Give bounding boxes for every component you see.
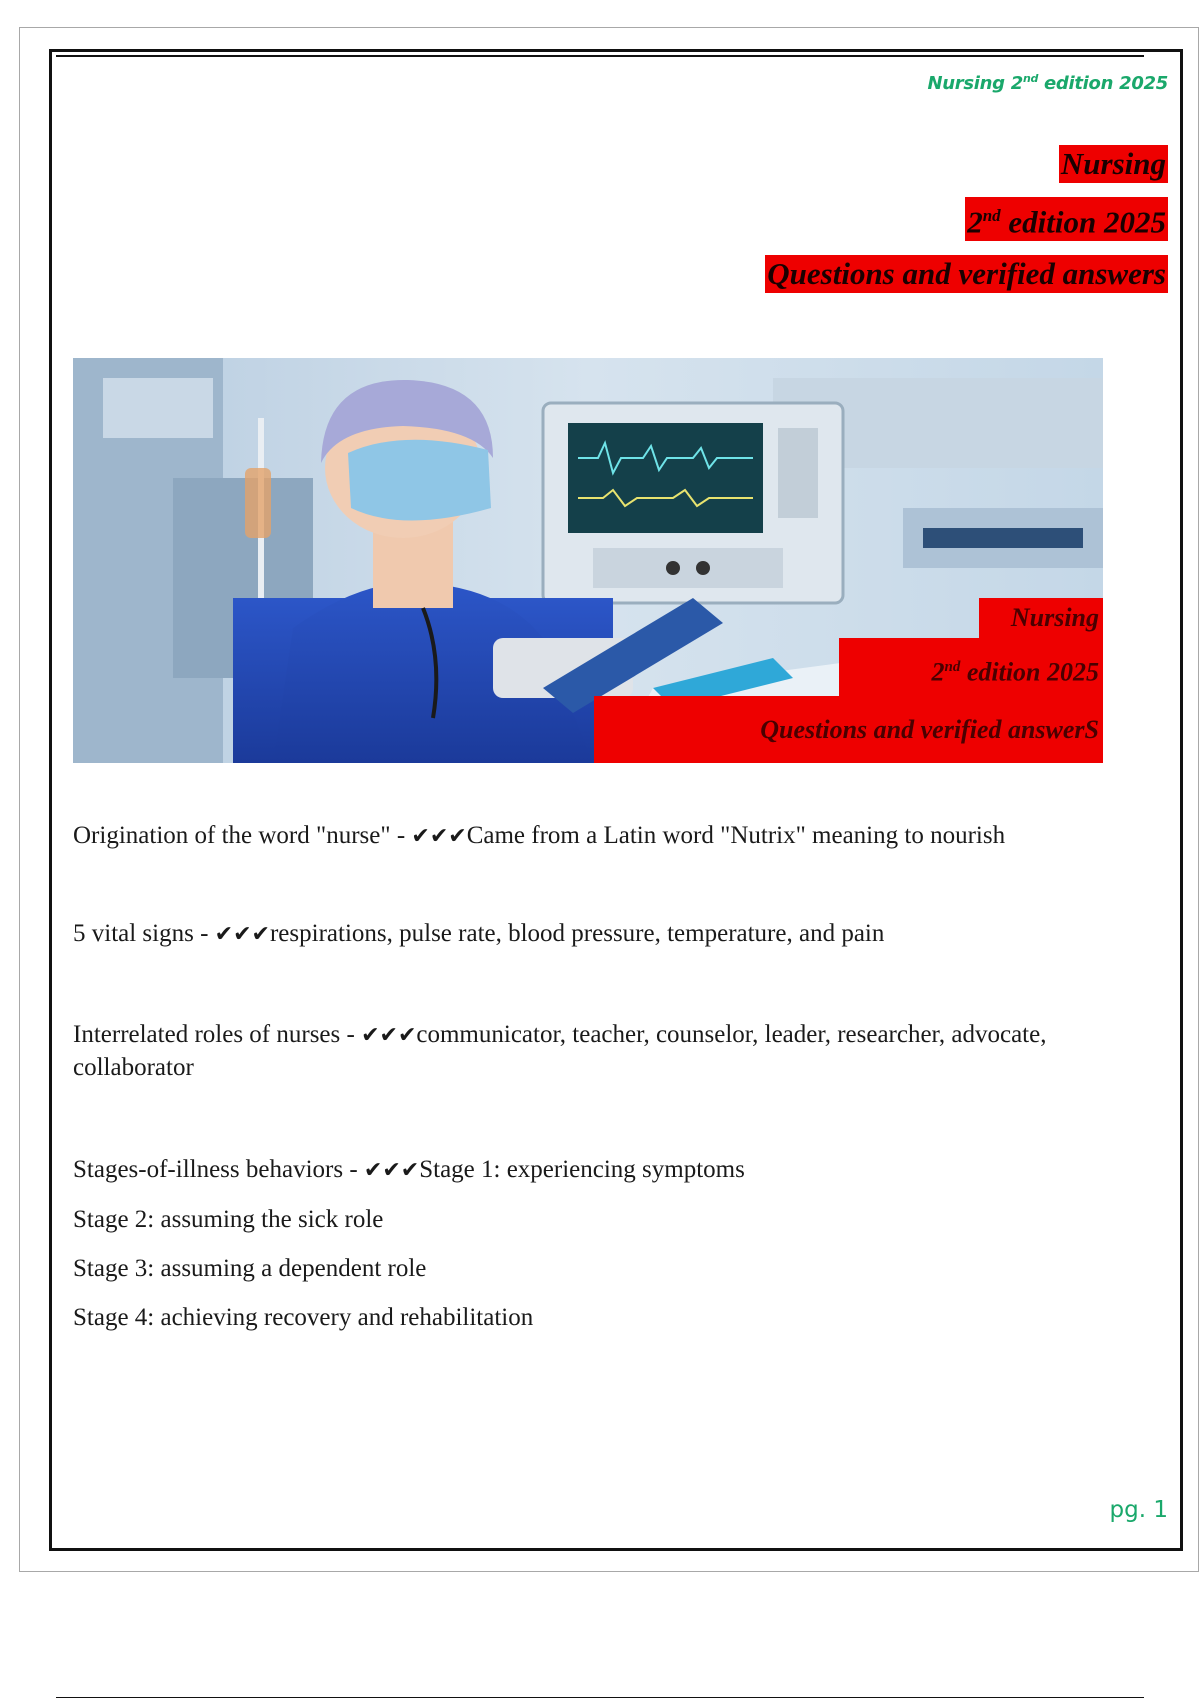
stage-1: Stage 1: experiencing symptoms — [419, 1156, 745, 1183]
stage-3: Stage 3: assuming a dependent role — [73, 1255, 427, 1282]
checkmark-icon: ✔✔✔ — [361, 1023, 417, 1048]
question: Stages-of-illness behaviors - — [73, 1156, 364, 1183]
stage-4: Stage 4: achieving recovery and rehabilitation — [73, 1304, 534, 1331]
checkmark-icon: ✔✔✔ — [411, 824, 467, 849]
qa-content — [73, 820, 1133, 1351]
title-line-2: 2nd edition 2025 — [965, 197, 1168, 241]
title-block — [765, 145, 1168, 307]
cover-banner-line-2: 2nd edition 2025 — [839, 638, 1103, 702]
cover-photo — [73, 358, 1103, 763]
header-rule — [56, 55, 1144, 57]
cover-banner-line-1: Nursing — [979, 598, 1103, 638]
next-page-rule — [56, 1697, 1144, 1698]
running-header: Nursing 2nd edition 2025 — [927, 72, 1168, 94]
answer: respirations, pulse rate, blood pressure, temperature, and pain — [269, 920, 885, 947]
qa-item — [73, 820, 1133, 853]
question: Interrelated roles of nurses - — [73, 1021, 362, 1048]
answer: communicator, teacher, counselor, leader, researcher, advocate, collaborator — [73, 1021, 1047, 1081]
question: 5 vital signs - — [73, 920, 215, 947]
page-number: pg. 1 — [1109, 1497, 1168, 1523]
qa-item-stages — [73, 1154, 1133, 1334]
stage-2: Stage 2: assuming the sick role — [73, 1206, 384, 1233]
checkmark-icon: ✔✔✔ — [363, 1158, 420, 1183]
checkmark-icon: ✔✔✔ — [214, 922, 270, 947]
title-line-1: Nursing — [1060, 146, 1166, 181]
qa-item — [73, 1019, 1083, 1084]
answer: Came from a Latin word "Nutrix" meaning to nourish — [466, 822, 1006, 849]
cover-banner-line-3: Questions and verified answerS — [594, 696, 1103, 763]
title-line-3: Questions and verified answers — [767, 256, 1166, 292]
question: Origination of the word "nurse" - — [73, 822, 412, 849]
qa-item — [73, 918, 1133, 951]
